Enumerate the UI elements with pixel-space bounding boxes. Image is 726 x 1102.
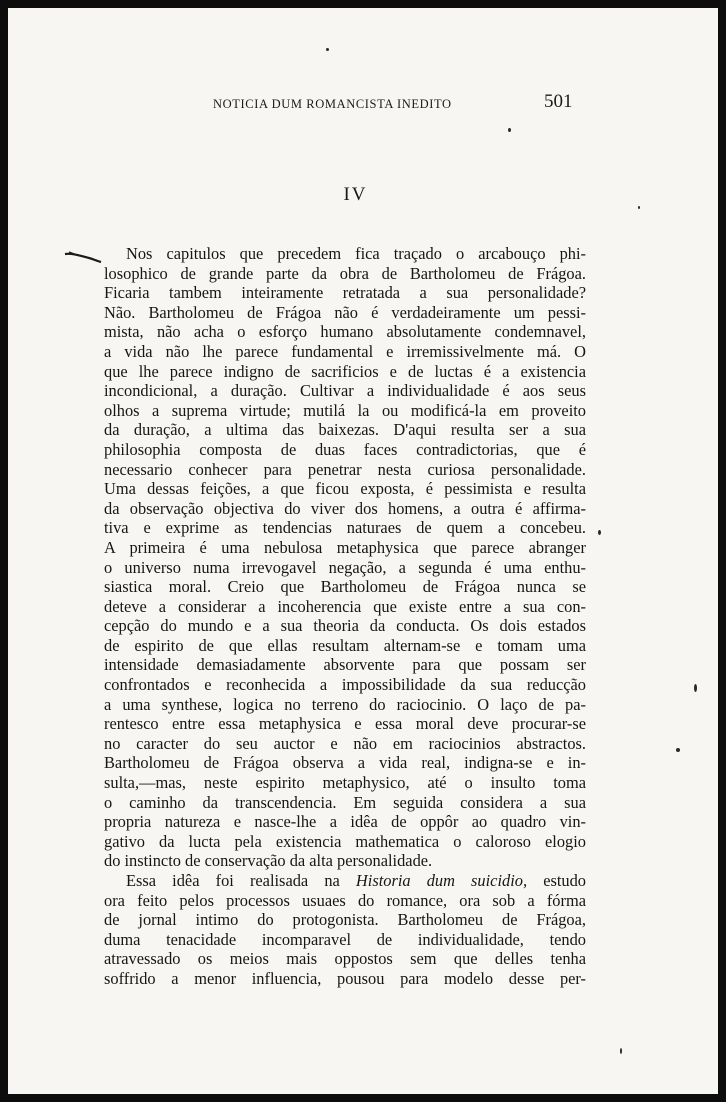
text-line: necessario conhecer para penetrar nesta curiosa personalidade.	[104, 459, 586, 479]
text-line: do instincto de conservação da alta personalidade.	[104, 851, 433, 871]
text-line: no caracter do seu auctor e não em raciocinios abstractos.	[104, 733, 586, 753]
speck-mark	[620, 1048, 622, 1054]
text-line: incondicional, a duração. Cultivar a individualidade é aos seus	[104, 381, 586, 401]
text-fragment: Essa idêa foi realisada na	[126, 871, 356, 890]
text-line: gativo da lucta pela existencia mathematica o caloroso elogio	[104, 831, 586, 851]
text-line: siastica moral. Creio que Bartholomeu de Frágoa nunca se	[104, 577, 586, 597]
text-fragment: estudo	[527, 871, 586, 890]
text-line: confrontados e reconhecida a impossibilidade da sua reducção	[104, 675, 586, 695]
text-line: o universo numa irrevogavel negação, a segunda é uma enthu-	[104, 557, 586, 577]
speck-mark	[326, 48, 329, 51]
text-line: cepção do mundo e a sua theoria da conducta. Os dois estados	[104, 616, 586, 636]
text-line: rentesco entre essa metaphysica e essa moral deve procurar-se	[104, 714, 586, 734]
speck-mark	[694, 684, 697, 692]
text-line-with-title	[104, 871, 586, 891]
text-line: duma tenacidade incomparavel de individualidade, tendo	[104, 929, 586, 949]
text-line: a uma synthese, logica no terreno do raciocinio. O laço de pa-	[104, 694, 586, 714]
speck-mark	[676, 748, 680, 752]
text-line: mista, não acha o esforço humano absolutamente condemnavel,	[104, 322, 586, 342]
text-line: philosophia composta de duas faces contradictorias, que é	[104, 439, 586, 459]
text-line: atravessado os meios mais oppostos sem que delles tenha	[104, 949, 586, 969]
text-line: da observação objectiva do viver dos homens, a outra é affirma-	[104, 498, 586, 518]
text-line: Não. Bartholomeu de Frágoa não é verdadeiramente um pessi-	[104, 302, 586, 322]
text-line: losophico de grande parte da obra de Bartholomeu de Frágoa.	[104, 263, 586, 283]
text-line: olhos a suprema virtude; mutilá la ou modificá-la em proveito	[104, 400, 586, 420]
page-number: 501	[544, 91, 573, 112]
text-line: A primeira é uma nebulosa metaphysica que parece abranger	[104, 537, 586, 557]
text-line: deteve a considerar a incoherencia que existe entre a sua con-	[104, 596, 586, 616]
text-line: propria natureza e nasce-lhe a idêa de oppôr ao quadro vin-	[104, 812, 586, 832]
text-line: soffrido a menor influencia, pousou para modelo desse per-	[104, 968, 586, 988]
text-line: a vida não lhe parece fundamental e irremissivelmente má. O	[104, 341, 586, 361]
text-line: de espirito de que ellas resultam alternam-se e tomam uma	[104, 635, 586, 655]
text-line: Bartholomeu de Frágoa observa a vida real, indigna-se e in-	[104, 753, 586, 773]
text-line: Uma dessas feições, a que ficou exposta, é pessimista e resulta	[104, 479, 586, 499]
text-line: Ficaria tambem inteiramente retratada a sua personalidade?	[104, 283, 586, 303]
text-line: que lhe parece indigno de sacrificios e de luctas é a existencia	[104, 361, 586, 381]
ink-smudge-mark	[63, 250, 103, 264]
chapter-heading: IV	[343, 184, 368, 205]
text-line: ora feito pelos processos usuaes do romance, ora sob a fórma	[104, 890, 586, 910]
book-page	[8, 8, 718, 1094]
running-head	[8, 91, 718, 121]
speck-mark	[508, 128, 511, 132]
running-title: NOTICIA DUM ROMANCISTA INEDITO	[213, 97, 452, 111]
text-line: da duração, a ultima das baixezas. D'aqui resulta ser a sua	[104, 420, 586, 440]
speck-mark	[598, 530, 601, 535]
text-line: de jornal intimo do protogonista. Bartholomeu de Frágoa,	[104, 910, 586, 930]
text-line: o caminho da transcendencia. Em seguida considera a sua	[104, 792, 586, 812]
text-line: tiva e exprime as tendencias naturaes de quem a concebeu.	[104, 518, 586, 538]
text-line: Nos capitulos que precedem fica traçado o arcabouço phi-	[126, 244, 586, 263]
book-title: Historia dum suicidio,	[355, 871, 528, 890]
text-line: sulta,—mas, neste espirito metaphysico, até o insulto toma	[104, 773, 586, 793]
speck-mark	[638, 206, 640, 209]
body-text	[104, 244, 586, 989]
text-line: intensidade demasiadamente absorvente para que possam ser	[104, 655, 586, 675]
